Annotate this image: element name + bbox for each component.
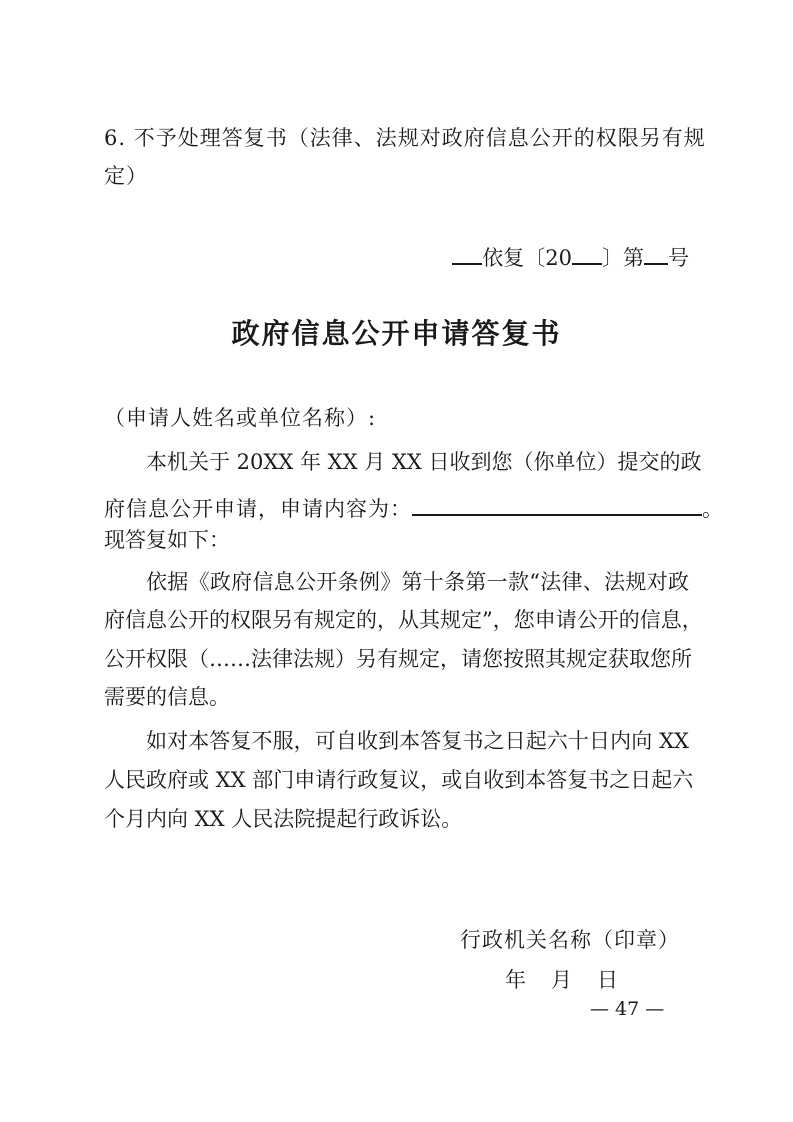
paragraph1-line2 (104, 494, 724, 523)
paragraph2-line4: 需要的信息。 (104, 685, 230, 709)
paragraph2-line1: 依据《政府信息公开条例》第十条第一款“法律、法规对政 (146, 570, 689, 594)
paragraph2-line3: 公开权限（……法律法规）另有规定，请您按照其规定获取您所 (104, 647, 692, 671)
section-heading-continued: 定） (104, 164, 148, 188)
page-title: 政府信息公开申请答复书 (231, 317, 562, 350)
doc-number-part-c: 号 (668, 246, 689, 270)
doc-prefix-blank (452, 243, 482, 265)
page-number: — 47 — (590, 998, 665, 1020)
request-content-blank (412, 494, 702, 516)
doc-number-part-a: 依复〔20 (482, 246, 572, 270)
doc-year-blank (572, 243, 602, 265)
paragraph3-line3: 个月内向 XX 人民法院提起行政诉讼。 (104, 807, 463, 831)
paragraph3-line2: 人民政府或 XX 部门申请行政复议，或自收到本答复书之日起六 (104, 768, 694, 792)
request-content-end: 。 (702, 497, 724, 521)
paragraph1-line3: 现答复如下： (104, 528, 230, 552)
signature-date: 年 月 日 (505, 968, 620, 992)
paragraph2-line2: 府信息公开的权限另有规定的，从其规定”，您申请公开的信息， (104, 608, 703, 632)
paragraph3-line1: 如对本答复不服，可自收到本答复书之日起六十日内向 XX (146, 729, 689, 753)
signature-organization: 行政机关名称（印章） (460, 928, 680, 952)
document-number (452, 243, 689, 272)
section-heading: 6. 不予处理答复书（法律、法规对政府信息公开的权限另有规 (104, 126, 706, 150)
doc-serial-blank (644, 243, 668, 265)
doc-number-part-b: 〕第 (602, 246, 644, 270)
paragraph1-line1: 本机关于 20XX 年 XX 月 XX 日收到您（你单位）提交的政 (146, 450, 702, 474)
salutation: （申请人姓名或单位名称）: (104, 406, 377, 430)
request-content-label: 府信息公开申请，申请内容为： (104, 497, 412, 521)
